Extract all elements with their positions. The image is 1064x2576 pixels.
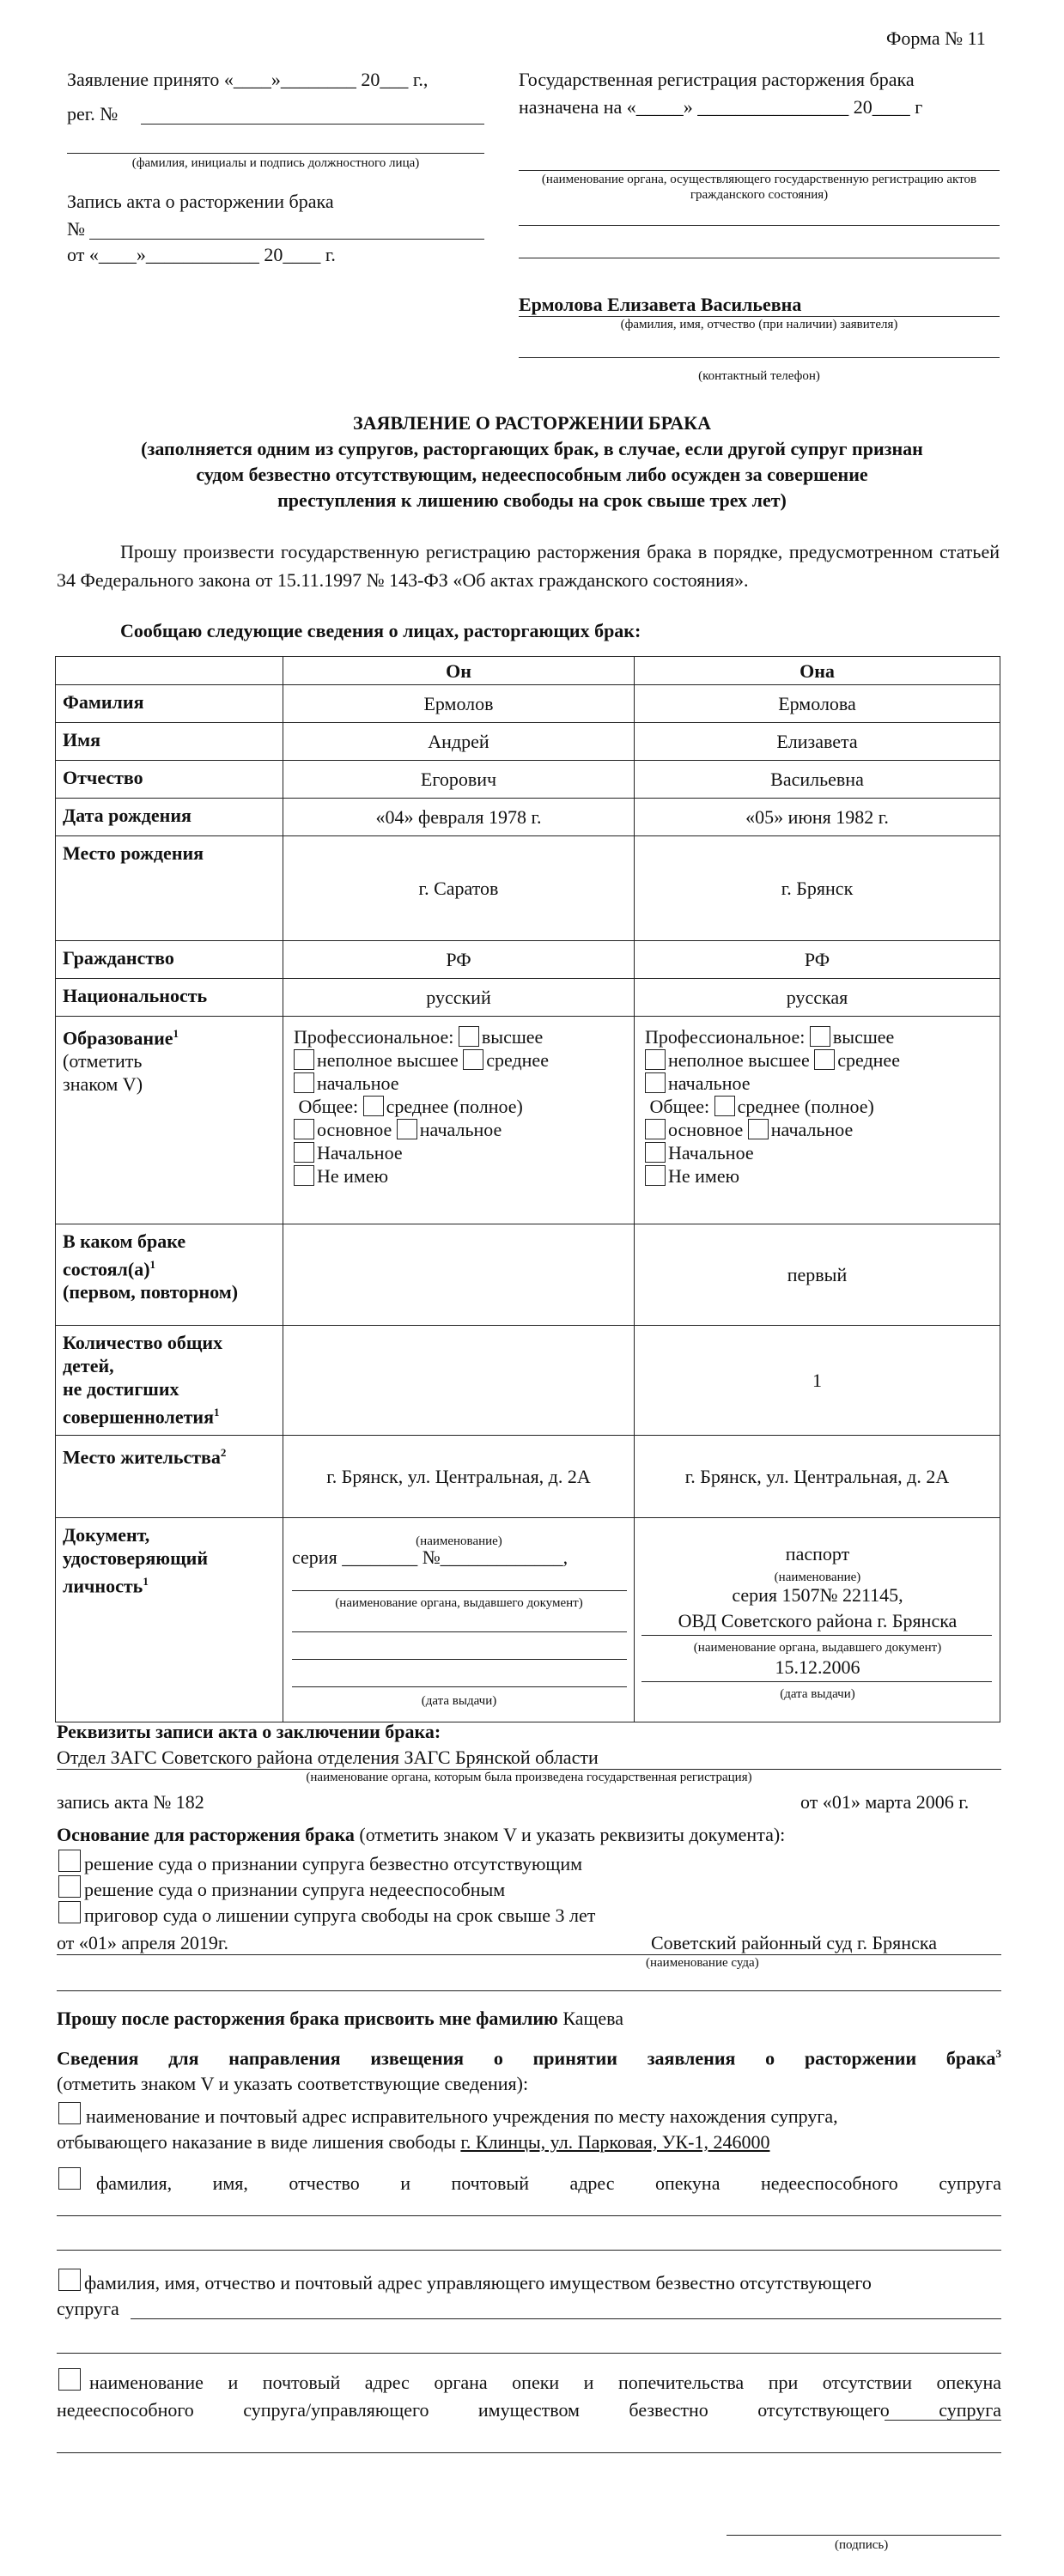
children-label-2: детей, (63, 1355, 114, 1376)
edu-none: Не имею (317, 1165, 389, 1187)
marriage-act-date: от «01» марта 2006 г. (800, 1791, 970, 1813)
he-residence: г. Брянск, ул. Центральная, д. 2А (283, 1436, 635, 1518)
authority-line-final-1 (885, 2420, 1001, 2421)
row-label-residence: Место жительства$^2$ (56, 1436, 283, 1518)
applicant-name: Ермолова Елизавета Васильевна (519, 294, 802, 315)
she-education (635, 1017, 1000, 1224)
he-surname: Ермолов (283, 685, 635, 723)
she-marriage: первый (635, 1224, 1000, 1326)
col-he-header: Он (283, 657, 635, 685)
row-label-birth-date: Дата рождения (56, 799, 283, 836)
she-doc-issuer: ОВД Советского района г. Брянска (678, 1610, 958, 1631)
notification-option-2: фамилия, имя, отчество и почтовый адрес опекуна недееспособного супруга (96, 2172, 1001, 2194)
notification-heading-text: Сведения для направления извещения о принятии заявления о расторжении брака (57, 2047, 996, 2069)
he-marriage (283, 1224, 635, 1326)
checkbox[interactable] (810, 1026, 830, 1047)
edu-higher: высшее (481, 1026, 544, 1048)
he-doc-issuer-caption: (наименование органа, выдавшего документ) (335, 1596, 583, 1610)
form-subtitle-3: преступления к лишению свободы на срок свыше трех лет) (277, 489, 787, 511)
he-doc-issuer-line (292, 1590, 627, 1591)
table-row (56, 979, 1000, 1017)
surname-request-value: Кащева (562, 2008, 624, 2029)
header-empty-cell (56, 657, 283, 685)
checkbox[interactable] (645, 1119, 666, 1139)
authority-line-2 (519, 225, 1000, 226)
marriage-record-office: Отдел ЗАГС Советского района отделения ЗАГС Брянской области (57, 1747, 599, 1768)
she-doc-date-line (641, 1681, 992, 1682)
checkbox[interactable] (58, 2102, 81, 2124)
edu-general-label: Общее: (649, 1096, 710, 1117)
grounds-heading-bold: Основание для расторжения брака (57, 1824, 355, 1845)
she-doc-issuer-line (641, 1635, 992, 1636)
phone-caption: (контактный телефон) (698, 369, 820, 383)
she-doc-issuer-caption: (наименование органа, выдавшего документ) (693, 1641, 942, 1655)
document-label-1: Документ, (63, 1524, 150, 1546)
he-name: Андрей (283, 723, 635, 761)
she-name: Елизавета (635, 723, 1000, 761)
she-patronymic: Васильевна (635, 761, 1000, 799)
she-birth-place: г. Брянск (635, 836, 1000, 941)
checkbox[interactable] (714, 1096, 735, 1116)
he-doc-line-2 (292, 1659, 627, 1660)
applicant-line (519, 316, 1000, 317)
she-doc-date-caption: (дата выдачи) (780, 1687, 855, 1701)
table-row (56, 799, 1000, 836)
education-label: Образование (63, 1027, 173, 1049)
form-title: ЗАЯВЛЕНИЕ О РАСТОРЖЕНИИ БРАКА (353, 412, 711, 434)
table-row (56, 1017, 1000, 1224)
edu-general-primary: начальное (770, 1119, 854, 1140)
manager-line-2 (57, 2353, 1001, 2354)
checkbox[interactable] (58, 2167, 81, 2190)
row-label-children: Количество общих детей, не достигших совершеннолетия$^1$ (56, 1326, 283, 1436)
he-education (283, 1017, 635, 1224)
document-label-2: удостоверяющий (63, 1547, 208, 1569)
checkbox[interactable] (58, 2269, 81, 2291)
checkbox[interactable] (363, 1096, 384, 1116)
phone-line (519, 357, 1000, 358)
edu-professional-label: Профессиональное: (294, 1026, 454, 1048)
row-label-citizenship: Гражданство (56, 941, 283, 979)
table-row (56, 1326, 1000, 1436)
checkbox[interactable] (397, 1119, 417, 1139)
edu-none: Не имею (668, 1165, 740, 1187)
marriage-record-heading: Реквизиты записи акта о заключении брака: (57, 1721, 441, 1742)
notification-option-1b (57, 2131, 769, 2154)
edu-incomplete-higher: неполное высшее (668, 1049, 810, 1071)
surname-request (57, 2008, 623, 2030)
edu-general-label: Общее: (298, 1096, 359, 1117)
act-number-label: № (67, 218, 85, 240)
table-row (56, 836, 1000, 941)
checkbox[interactable] (645, 1142, 666, 1163)
edu-secondary: среднее (837, 1049, 900, 1071)
intro-paragraph (57, 538, 1000, 594)
edu-full-secondary: среднее (полное) (386, 1096, 523, 1117)
checkbox[interactable] (58, 2368, 81, 2391)
table-row (56, 1224, 1000, 1326)
checkbox[interactable] (58, 1850, 81, 1872)
checkbox[interactable] (748, 1119, 769, 1139)
edu-incomplete-higher: неполное высшее (317, 1049, 459, 1071)
table-row (56, 941, 1000, 979)
checkbox[interactable] (645, 1165, 666, 1186)
she-document (635, 1518, 1000, 1722)
table-header-row (56, 657, 1000, 685)
checkbox[interactable] (294, 1049, 314, 1070)
row-label-document: Документ, удостоверяющий личность$^1$ (56, 1518, 283, 1722)
row-label-name: Имя (56, 723, 283, 761)
form-number: Форма № 11 (886, 27, 986, 49)
court-caption: (наименование суда) (646, 1956, 759, 1970)
table-row (56, 685, 1000, 723)
grounds-heading-rest: (отметить знаком V и указать реквизиты документа): (359, 1824, 786, 1845)
authority-caption: (наименование органа, осуществляющего государственную регистрацию актов гражданского состояния) (541, 173, 977, 202)
act-number-line (89, 239, 484, 240)
signature-line (727, 2535, 1001, 2536)
edu-elementary: Начальное (317, 1142, 403, 1163)
marriage-label-3: (первом, повторном) (63, 1281, 239, 1303)
accepted-line: Заявление принято «____»________ 20___ г., (67, 69, 429, 90)
edu-professional-label: Профессиональное: (645, 1026, 806, 1048)
notification-subheading: (отметить знаком V и указать соответствующие сведения): (57, 2073, 529, 2094)
notification-option-1a: наименование и почтовый адрес исправительного учреждения по месту нахождения супруга, (86, 2105, 838, 2127)
he-nationality: русский (283, 979, 635, 1017)
edu-basic: основное (317, 1119, 392, 1140)
marriage-label-2: состоял(а) (63, 1258, 150, 1280)
checkbox[interactable] (294, 1072, 314, 1093)
manager-line-1 (131, 2318, 1001, 2319)
she-doc-name: паспорт (785, 1543, 850, 1564)
notification-option-3b: супруга (57, 2298, 119, 2319)
children-label-1: Количество общих (63, 1332, 223, 1353)
intro-text: Прошу произвести государственную регистрацию расторжения брака в порядке, предусмотренном статьей 34 Федерального закона от 15.11.1997 № 143-ФЗ «Об актах гражданского состояния». (57, 541, 1000, 591)
checkbox[interactable] (58, 1875, 81, 1898)
marriage-office-line (57, 1769, 1001, 1770)
she-nationality: русская (635, 979, 1000, 1017)
reg-label: рег. № (67, 103, 119, 125)
row-label-education: Образование$^1$ (отметить знаком V) (56, 1017, 283, 1224)
edu-full-secondary: среднее (полное) (737, 1096, 874, 1117)
court-line-2 (57, 1990, 1001, 1991)
she-doc-date: 15.12.2006 (775, 1656, 860, 1678)
marriage-label-1: В каком браке (63, 1230, 186, 1252)
row-label-birth-place: Место рождения (56, 836, 283, 941)
she-doc-name-caption: (наименование) (774, 1571, 861, 1584)
checkbox[interactable] (645, 1049, 666, 1070)
table-row (56, 1518, 1000, 1722)
notification-option-1b-text: отбывающего наказание в виде лишения свободы (57, 2131, 456, 2153)
checkbox[interactable] (463, 1049, 483, 1070)
children-label-3: не достигших (63, 1378, 179, 1400)
he-patronymic: Егорович (283, 761, 635, 799)
document-label-3: личность (63, 1575, 143, 1597)
guardian-line-2 (57, 2250, 1001, 2251)
checkbox[interactable] (459, 1026, 479, 1047)
he-birth-date: «04» февраля 1978 г. (283, 799, 635, 836)
checkbox[interactable] (645, 1072, 666, 1093)
grounds-court: Советский районный суд г. Брянска (651, 1932, 937, 1953)
row-label-nationality: Национальность (56, 979, 283, 1017)
official-caption: (фамилия, инициалы и подпись должностного лица) (131, 156, 420, 170)
he-children (283, 1326, 635, 1436)
grounds-date: от «01» апреля 2019г. (57, 1932, 228, 1953)
edu-higher: высшее (832, 1026, 895, 1048)
she-citizenship: РФ (635, 941, 1000, 979)
table-row (56, 1436, 1000, 1518)
he-doc-series: серия ________ №_____________, (292, 1546, 568, 1568)
grounds-option-2: решение суда о признании супруга недееспособным (84, 1879, 506, 1900)
form-subtitle-1: (заполняется одним из супругов, расторгающих брак, в случае, если другой супруг признан (141, 438, 923, 459)
edu-primary: начальное (668, 1072, 751, 1094)
spouses-table (55, 656, 1000, 1722)
she-residence: г. Брянск, ул. Центральная, д. 2А (635, 1436, 1000, 1518)
he-doc-line-1 (292, 1631, 627, 1632)
edu-elementary: Начальное (668, 1142, 754, 1163)
col-she-header: Она (635, 657, 1000, 685)
she-surname: Ермолова (635, 685, 1000, 723)
row-label-surname: Фамилия (56, 685, 283, 723)
checkbox[interactable] (294, 1165, 314, 1186)
table-row (56, 723, 1000, 761)
she-children: 1 (635, 1326, 1000, 1436)
grounds-option-1: решение суда о признании супруга безвестно отсутствующим (84, 1853, 583, 1874)
he-doc-name-caption: (наименование) (416, 1534, 502, 1548)
authority-line-final-2 (57, 2452, 1001, 2453)
children-label-4: совершеннолетия (63, 1406, 214, 1428)
act-record-title: Запись акта о расторжении брака (67, 191, 334, 212)
court-line (57, 1954, 1001, 1955)
notification-heading (57, 2047, 1001, 2069)
residence-label: Место жительства (63, 1446, 221, 1468)
he-birth-place: г. Саратов (283, 836, 635, 941)
notification-heading-sup: 3 (995, 2047, 1001, 2060)
edu-basic: основное (668, 1119, 744, 1140)
notification-option-4b: недееспособного супруга/управляющего имуществом безвестно отсутствующего супруга (57, 2399, 1001, 2421)
reg-number-line (141, 124, 484, 125)
checkbox[interactable] (814, 1049, 835, 1070)
he-document (283, 1518, 635, 1722)
form-subtitle-2: судом безвестно отсутствующим, недееспособным либо осужден за совершение (196, 464, 868, 485)
edu-general-primary: начальное (419, 1119, 502, 1140)
checkbox[interactable] (294, 1119, 314, 1139)
he-citizenship: РФ (283, 941, 635, 979)
marriage-act-number: запись акта № 182 (57, 1791, 204, 1813)
grounds-heading (57, 1824, 785, 1846)
she-birth-date: «05» июня 1982 г. (635, 799, 1000, 836)
table-row (56, 761, 1000, 799)
institution-address: г. Клинцы, ул. Парковая, УК-1, 246000 (460, 2131, 770, 2153)
he-doc-date-caption: (дата выдачи) (421, 1694, 497, 1708)
official-signature-line (67, 153, 484, 154)
act-date: от «____»____________ 20____ г. (67, 244, 336, 265)
guardian-line-1 (57, 2215, 1001, 2216)
applicant-caption: (фамилия, имя, отчество (при наличии) заявителя) (620, 318, 898, 331)
notification-option-4a: наименование и почтовый адрес органа опеки и попечительства при отсутствии опекуна (89, 2372, 1001, 2393)
row-label-patronymic: Отчество (56, 761, 283, 799)
signature-caption: (подпись) (835, 2538, 889, 2552)
education-note: (отметить знаком V) (63, 1050, 143, 1096)
he-doc-line-3 (292, 1686, 627, 1687)
info-heading: Сообщаю следующие сведения о лицах, расторгающих брак: (120, 620, 641, 641)
marriage-office-caption: (наименование органа, которым была произведена государственная регистрация) (306, 1771, 752, 1784)
row-label-marriage: В каком браке $состоял(а)^1$ (первом, повторном) (56, 1224, 283, 1326)
notification-option-3a: фамилия, имя, отчество и почтовый адрес управляющего имуществом безвестно отсутствующего (84, 2272, 872, 2293)
registration-line-2: назначена на «_____» ________________ 20____ г (519, 96, 923, 118)
registration-line-1: Государственная регистрация расторжения брака (519, 69, 915, 90)
authority-line (519, 170, 1000, 171)
she-doc-series: серия 1507№ 221145, (732, 1584, 903, 1606)
checkbox[interactable] (294, 1142, 314, 1163)
surname-request-label: Прошу после расторжения брака присвоить мне фамилию (57, 2008, 558, 2029)
edu-secondary: среднее (486, 1049, 549, 1071)
checkbox[interactable] (58, 1901, 81, 1923)
edu-primary: начальное (317, 1072, 399, 1094)
grounds-option-3: приговор суда о лишении супруга свободы на срок свыше 3 лет (84, 1905, 596, 1926)
